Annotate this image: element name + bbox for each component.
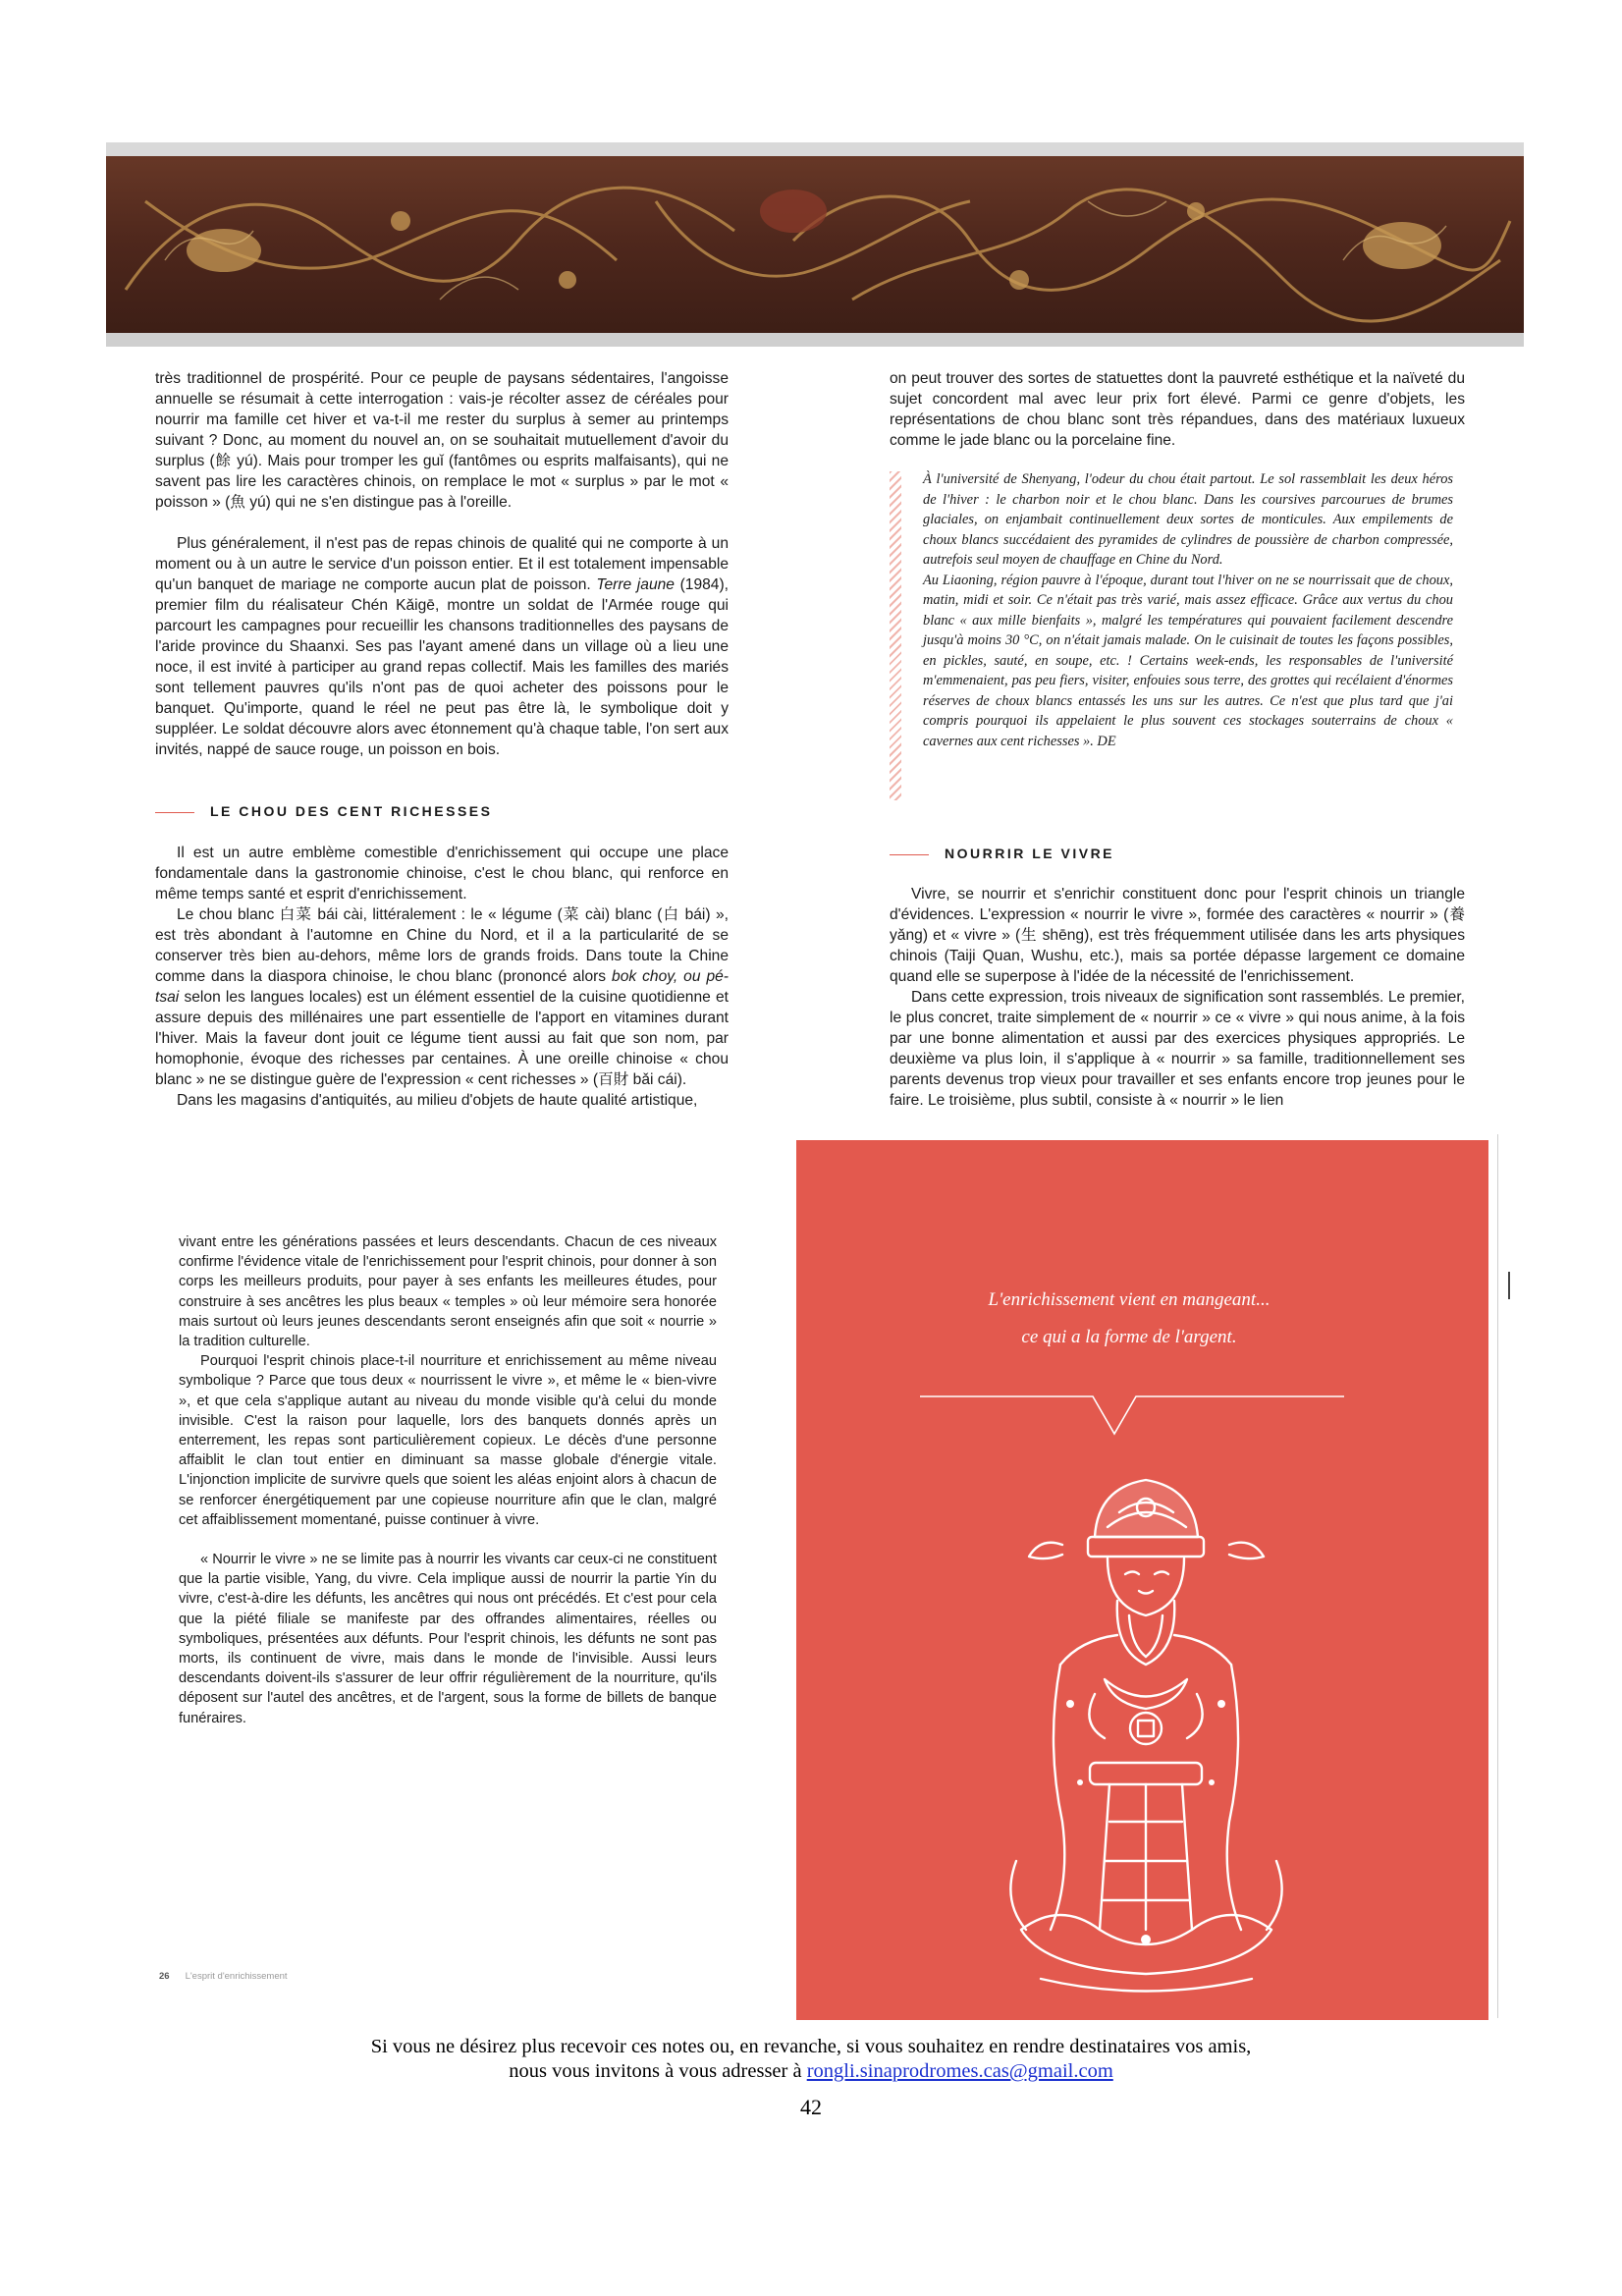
- film-title: Terre jaune: [596, 576, 675, 593]
- email-link[interactable]: rongli.sinaprodromes.cas@gmail.com: [806, 2060, 1113, 2082]
- testimony-quote: [890, 469, 1453, 751]
- bubble-line: L'enrichissement vient en mangeant...: [988, 1289, 1271, 1310]
- heading-rule: [155, 812, 194, 813]
- paragraph: Pourquoi l'esprit chinois place-t-il nourriture et enrichissement au même niveau symbolique ? Parce que tous deux « nourrissent le vivre », et même le « bien-vivre », et que cela s'applique autant au niveau du monde visible qu'à celui du monde invisible. C'est la raison pour laquelle, lors des banquets donnés après un enterrement, les repas sont particulièrement copieux. Le décès d'une personne affaiblit le clan tout entier en diminuant sa masse globale d'énergie vitale. L'injonction implicite de survivre quels que soient les aléas enjoint alors à chacun de se renforcer énergétiquement par une copieuse nourriture afin que le clan, malgré cet affaiblissement momentané, puisse continuer à vivre.: [179, 1353, 717, 1528]
- paragraph-text: selon les langues locales) est un élément essentiel de la cuisine quotidienne et assure depuis des millénaires une part essentielle de l'apport en vitamines durant l'hiver. Mais la faveur dont jouit ce légume tient aussi au fait que son nom, par homophonie, évoque des richesses par centaines. À une oreille chinoise « chou blanc » ne se distingue guère de l'expression « cent richesses » (百財 bǎi cái).: [155, 989, 729, 1088]
- article-column-right: [890, 368, 1465, 451]
- paragraph-text: (1984), premier film du réalisateur Chén Kǎigē, montre un soldat de l'Armée rouge qui parcourt les campagnes pour recueillir les chansons traditionnelles des paysans de l'aride province du Shaanxi. Ses pas l'ayant amené dans un village où a lieu une noce, il est invité à participer au grand repas collectif. Mais les familles des mariés sont tellement pauvres qu'ils n'ont pas de quoi acheter des poissons pour le banquet. Qu'importe, quand le réel ne peut pas être là, le symbolique doit y suppléer. Le soldat découvre alors avec étonnement qu'à chaque table, l'on sert aux invités, nappé de sauce rouge, un poisson en bois.: [155, 576, 729, 758]
- article-column-bottom: [179, 1232, 717, 1728]
- magazine-page-number: 26: [159, 1971, 170, 1982]
- paragraph: Il est un autre emblème comestible d'enrichissement qui occupe une place fondamentale dans la gastronomie chinoise, c'est le chou blanc, qui renforce en même temps santé et esprit d'enrichissement.: [155, 845, 729, 902]
- bubble-line: ce qui a la forme de l'argent.: [1021, 1327, 1237, 1347]
- running-title: L'esprit d'enrichissement: [185, 1971, 288, 1982]
- contact-prefix: nous vous invitons à vous adresser à: [509, 2060, 807, 2082]
- paragraph: [155, 904, 729, 1090]
- paragraph-text: Le chou blanc 白菜 bái cài, littéralement : le « légume (菜 cài) blanc (白 bái) », est très abondant à l'automne en Chine du Nord, et il a la particularité de se conserver très bien au-dehors, même lors de grands froids. Dans toute la Chine comme dans la diaspora chinoise, le chou blanc (prononcé alors: [155, 906, 729, 985]
- document-page-number: 42: [800, 2095, 822, 2119]
- speech-bubble-text: [923, 1282, 1335, 1356]
- paragraph: [155, 533, 729, 760]
- quote-paragraph: Au Liaoning, région pauvre à l'époque, durant tout l'hiver on ne se nourrissait que de choux, matin, midi et soir. Ce n'était pas très varié, mais assez efficace. Grâce aux vertus du chou blanc « aux mille bienfaits », malgré les températures qui pouvaient facilement descendre jusqu'à moins 30 °C, on n'était jamais malade. On le cuisinait de toutes les façons possibles, en pickles, sauté, en soupe, etc. ! Certains week-ends, les responsables de l'université m'emmenaient, pas peu fiers, visiter, enfouies sous terre, des grottes qui recélaient d'énormes réserves de choux blancs entassés les uns sur les autres. Ce n'est que plus tard que j'ai compris pourquoi ils appelaient le plus souvent ces stockages souterrains de choux « cavernes aux cent richesses ». DE: [923, 572, 1453, 749]
- paragraph: Dans les magasins d'antiquités, au milieu d'objets de haute qualité artistique,: [177, 1092, 698, 1109]
- unsubscribe-note: Si vous ne désirez plus recevoir ces notes ou, en revanche, si vous souhaitez en rendre destinataires vos amis,: [370, 2036, 1252, 2057]
- paragraph: Vivre, se nourrir et s'enrichir constituent donc pour l'esprit chinois un triangle d'évidences. L'expression « nourrir le vivre », formée des caractères « nourrir » (養 yǎng) et « vivre » (生 shēng), est très fréquemment utilisée dans les arts physiques chinois (Taiji Quan, Wushu, etc.), mais sa portée dépasse largement ce domaine quand elle se superpose à l'idée de la nécessité de l'enrichissement.: [890, 886, 1465, 985]
- carved-phoenix-relief: [106, 142, 1524, 347]
- paragraph: vivant entre les générations passées et leurs descendants. Chacun de ces niveaux confirme l'évidence vitale de l'enrichissement pour l'esprit chinois, pour donner à son corps les meilleurs produits, pour payer à ses enfants les meilleures études, pour construire à ses ancêtres les plus beaux « temples » où leur mémoire sera honorée mais surtout où leurs jeunes descendants seront enseignés afin que soit « nourrie » la tradition culturelle.: [179, 1234, 717, 1350]
- god-of-wealth-illustration: [1001, 1468, 1291, 2003]
- page-edge-mark: [1508, 1272, 1510, 1299]
- paragraph: très traditionnel de prospérité. Pour ce peuple de paysans sédentaires, l'angoisse annuelle se résumait à cette interrogation : vais-je récolter assez de céréales pour nourrir ma famille cet hiver et va-t-il me rester du surplus à semer au printemps suivant ? Donc, au moment du nouvel an, on se souhaitait mutuellement d'avoir du surplus (餘 yú). Mais pour tromper les guǐ (fantômes ou esprits malfaisants), qui ne savent pas lire les caractères chinois, on remplace le mot « surplus » par le mot « poisson » (魚 yú) qui ne s'en distingue pas à l'oreille.: [155, 370, 729, 511]
- article-column-left: [155, 368, 729, 1111]
- contact-note: [0, 2060, 1622, 2083]
- section-heading-nourrir: [890, 846, 1114, 861]
- heading-text: LE CHOU DES CENT RICHESSES: [210, 803, 493, 819]
- paragraph-text: Plus généralement, il n'est pas de repas chinois de qualité qui ne comporte à un moment ou à un autre le service d'un poisson entier. Et il est totalement impensable qu'un banquet de mariage ne comporte aucun plat de poisson.: [155, 535, 729, 593]
- page-edge-line: [1497, 1134, 1498, 2018]
- paragraph: on peut trouver des sortes de statuettes dont la pauvreté esthétique et la naïveté du sujet concordent mal avec leur prix fort élevé. Parmi ce genre d'objets, les représentations de chou blanc sont très répandues, dans des matériaux luxueux comme le jade blanc ou la porcelaine fine.: [890, 370, 1465, 449]
- article-column-right-lower: [890, 884, 1465, 1111]
- italic-terms: bok choy, ou pé-tsai: [155, 968, 729, 1006]
- magazine-page-footer: [159, 1971, 288, 1982]
- carved-wood-banner-image: [106, 142, 1524, 347]
- section-heading-chou: [155, 803, 492, 819]
- heading-text: NOURRIR LE VIVRE: [945, 846, 1115, 861]
- quote-paragraph: À l'université de Shenyang, l'odeur du chou était partout. Le sol rassemblait les deux héros de l'hiver : le charbon noir et le chou blanc. Dans les coursives parcourues de brumes glaciales, on enjambait continuellement deux sortes de monticules. Aux empilements de choux blancs succédaient des pyramides de cylindres de poussière de charbon compressée, autrefois seul moyen de chauffage en Chine du Nord.: [923, 471, 1453, 568]
- heading-rule: [890, 854, 929, 855]
- paragraph: Dans cette expression, trois niveaux de signification sont rassemblés. Le premier, le plus concret, traite simplement de « nourrir » ce « vivre » qui nous anime, à la fois par une bonne alimentation et aussi par des exercices physiques appropriés. Le deuxième va plus loin, il s'applique à « nourrir » sa famille, traditionnellement ses parents devenus trop vieux pour travailler et ses enfants encore trop jeunes pour le faire. Le troisième, plus subtil, consiste à « nourrir » le lien: [890, 989, 1465, 1109]
- paragraph: « Nourrir le vivre » ne se limite pas à nourrir les vivants car ceux-ci ne constituent que la partie visible, Yang, du vivre. Cela implique aussi de nourrir la partie Yin du vivre, c'est-à-dire les défunts, les ancêtres qui nous ont précédés. Et c'est pour cela que la piété filiale se manifeste par des offrandes alimentaires, réelles ou symboliques, présentées aux défunts. Pour l'esprit chinois, les défunts ne sont pas morts, ils continuent de vivre, mais dans le monde de l'invisible. Aussi leurs descendants doivent-ils s'assurer de leur offrir régulièrement de la nourriture, qu'ils déposent sur l'autel des ancêtres, et de l'argent, sous la forme de billets de banque funéraires.: [179, 1552, 717, 1726]
